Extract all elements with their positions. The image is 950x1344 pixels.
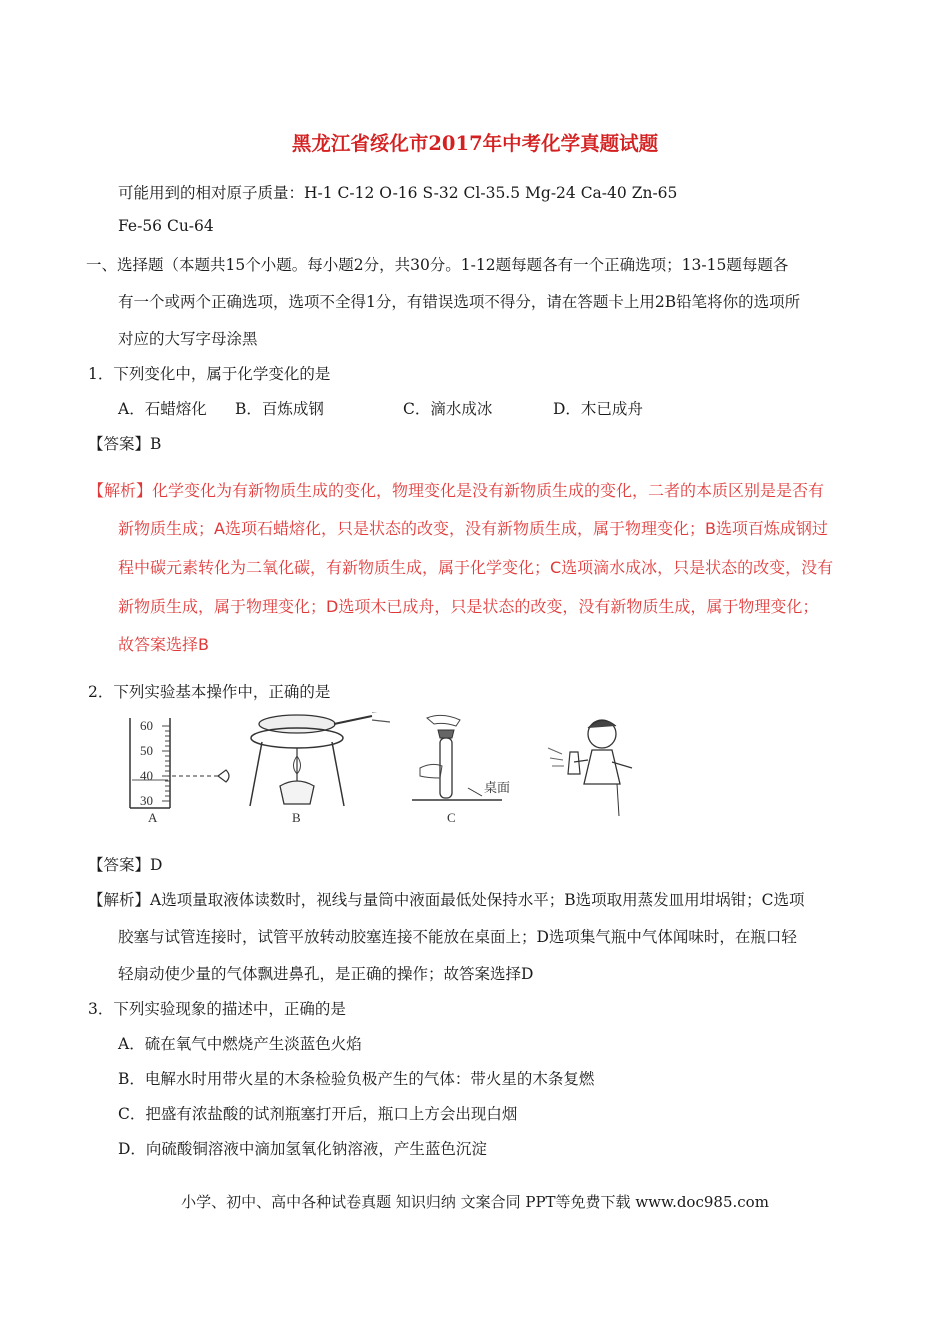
- q1-option-d: D．木已成舟: [553, 400, 643, 418]
- cylinder-tick-60: 60: [140, 718, 153, 733]
- q3-option-d: D．向硫酸铜溶液中滴加氢氧化钠溶液，产生蓝色沉淀: [118, 1140, 487, 1158]
- section-instructions-line-2: 有一个或两个正确选项，选项不全得1分，有错误选项不得分，请在答题卡上用2B铅笔将你的选项所: [118, 293, 801, 311]
- q3-option-c: C．把盛有浓盐酸的试剂瓶塞打开后，瓶口上方会出现白烟: [118, 1105, 518, 1123]
- q2-answer: 【答案】D: [88, 856, 163, 874]
- q1-option-c: C．滴水成冰: [403, 400, 493, 418]
- q2-analysis-line-1: 【解析】A选项量取液体读数时，视线与量筒中液面最低处保持水平；B选项取用蒸发皿用坩埚钳；C选项: [88, 891, 805, 909]
- figure-b-evaporation: [250, 712, 390, 824]
- page-title: 黑龙江省绥化市2017年中考化学真题试题: [291, 132, 659, 155]
- cylinder-tick-50: 50: [140, 743, 153, 758]
- q1-stem: 1．下列变化中，属于化学变化的是: [88, 365, 331, 383]
- figure-a-cylinder: [130, 718, 229, 824]
- q1-analysis-line-4: 新物质生成，属于物理变化；D选项木已成舟，只是状态的改变，没有新物质生成，属于物理变化；: [118, 597, 819, 616]
- q3-option-b: B．电解水时用带火星的木条检验负极产生的气体：带火星的木条复燃: [118, 1070, 595, 1088]
- q1-option-b: B．百炼成钢: [235, 400, 324, 418]
- figure-label-c: C: [447, 810, 456, 824]
- desk-label: 桌面: [484, 780, 511, 795]
- page-footer: 小学、初中、高中各种试卷真题 知识归纳 文案合同 PPT等免费下载 www.doc985.com: [181, 1193, 769, 1211]
- section-instructions-line-3: 对应的大写字母涂黑: [118, 330, 258, 348]
- q1-option-a: A．石蜡熔化: [118, 400, 207, 418]
- figure-c-test-tube: [412, 715, 510, 824]
- q3-stem: 3．下列实验现象的描述中，正确的是: [88, 1000, 346, 1018]
- atomic-mass-line-1: 可能用到的相对原子质量：H-1 C-12 O-16 S-32 Cl-35.5 Mg-24 Ca-40 Zn-65: [118, 184, 678, 202]
- cylinder-tick-30: 30: [140, 793, 153, 808]
- eye-icon: [218, 770, 229, 782]
- q1-analysis-line-5: 故答案选择B: [118, 635, 209, 654]
- section-instructions-line-1: 一、选择题（本题共15个小题。每小题2分，共30分。1-12题每题各有一个正确选项；13-15题每题各: [86, 256, 789, 274]
- q1-analysis-line-2: 新物质生成；A选项石蜡熔化，只是状态的改变，没有新物质生成，属于物理变化；B选项百炼成钢过: [118, 519, 828, 538]
- cylinder-tick-40: 40: [140, 768, 153, 783]
- q2-analysis-line-2: 胶塞与试管连接时，试管平放转动胶塞连接不能放在桌面上；D选项集气瓶中气体闻味时，在瓶口轻: [118, 928, 797, 946]
- q1-answer: 【答案】B: [88, 435, 162, 453]
- figure-d-smelling: [548, 720, 632, 816]
- q2-analysis-line-3: 轻扇动使少量的气体飘进鼻孔，是正确的操作；故答案选择D: [118, 965, 534, 983]
- q2-stem: 2．下列实验基本操作中，正确的是: [88, 683, 331, 701]
- atomic-mass-line-2: Fe-56 Cu-64: [118, 217, 214, 235]
- figure-label-a: A: [148, 810, 158, 824]
- q1-analysis-line-3: 程中碳元素转化为二氧化碳，有新物质生成，属于化学变化；C选项滴水成冰，只是状态的改变，没有: [118, 558, 834, 577]
- figure-label-b: B: [292, 810, 301, 824]
- q1-analysis-line-1: 【解析】化学变化为有新物质生成的变化，物理变化是没有新物质生成的变化，二者的本质区别是是否有: [88, 481, 825, 500]
- q1-options: [118, 397, 643, 419]
- q3-option-a: A．硫在氧气中燃烧产生淡蓝色火焰: [118, 1035, 362, 1053]
- lab-operations-figure: [122, 712, 642, 824]
